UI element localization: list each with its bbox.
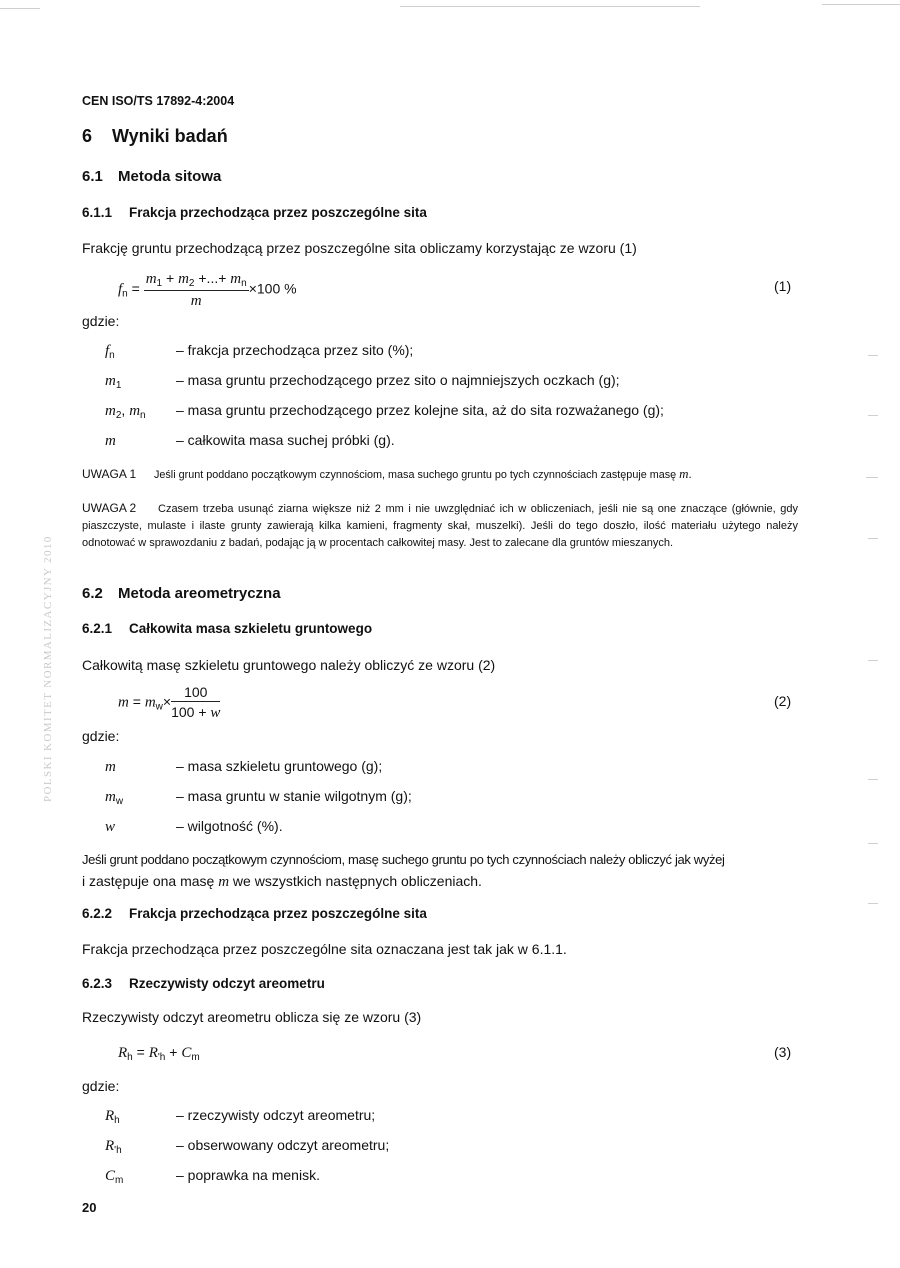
note-label: UWAGA 2 — [82, 501, 137, 515]
definition-text: – masa gruntu w stanie wilgotnym (g); — [176, 788, 412, 804]
definition-text: – całkowita masa suchej próbki (g). — [176, 432, 395, 448]
definition-symbol — [105, 402, 146, 421]
clause-title: Frakcja przechodząca przez poszczególne sita — [129, 906, 427, 921]
fraction-denominator-number: 100 + — [171, 704, 211, 720]
note-end: . — [688, 469, 692, 481]
formula-subscript: 2 — [188, 278, 195, 289]
definition-symbol — [105, 758, 116, 776]
formula-symbol: R — [105, 1138, 115, 1154]
clause-number: 6.1.1 — [82, 205, 113, 220]
formula-2 — [118, 684, 220, 722]
where-label: gdzie: — [82, 728, 120, 744]
formula-fraction — [144, 270, 249, 310]
formula-operator: = — [128, 693, 145, 710]
formula-subscript: 'h — [114, 1145, 122, 1156]
formula-symbol: C — [181, 1045, 192, 1061]
formula-subscript: 1 — [115, 380, 122, 391]
formula-subscript: 'h — [157, 1052, 166, 1063]
paragraph: Frakcja przechodząca przez poszczególne sita oznaczana jest tak jak w 6.1.1. — [82, 941, 567, 957]
formula-subscript: h — [114, 1115, 120, 1126]
formula-symbol: m — [218, 874, 230, 890]
fraction-denominator — [171, 702, 220, 722]
section-number: 6 — [82, 126, 93, 146]
fraction-numerator: 100 — [171, 684, 220, 702]
formula-label: (1) — [774, 278, 792, 294]
formula-symbol: m — [230, 271, 242, 287]
definition-symbol — [105, 342, 115, 361]
clause-number: 6.2.2 — [82, 906, 113, 921]
formula-subscript: m — [191, 1052, 200, 1063]
formula-subscript: w — [155, 701, 163, 713]
scan-artifact — [866, 477, 878, 478]
scan-artifact — [868, 415, 878, 416]
formula-1 — [118, 270, 297, 310]
formula-subscript: 1 — [156, 278, 163, 289]
note-label: UWAGA 1 — [82, 467, 137, 481]
formula-symbol: m — [178, 271, 189, 287]
formula-symbol: C — [105, 1168, 116, 1184]
definition-symbol — [105, 372, 121, 391]
formula-symbol: R — [118, 1045, 128, 1061]
clause-heading — [82, 621, 372, 636]
scan-artifact — [868, 903, 878, 904]
formula-symbol: f — [118, 281, 123, 298]
paragraph: Frakcję gruntu przechodzącą przez poszczególne sita obliczamy korzystając ze wzoru (1) — [82, 240, 637, 256]
formula-3 — [118, 1044, 200, 1063]
paragraph-text: i zastępuje ona masę — [82, 873, 219, 889]
section-heading — [82, 126, 228, 147]
formula-label: (2) — [774, 693, 792, 709]
definition-symbol — [105, 788, 123, 807]
note-text: Czasem trzeba usunąć ziarna większe niż 2 mm i nie uwzględniać ich w obliczeniach, jeśli nie są one znaczące (głównie, gdy piaszczyste, mulaste i ilaste grunty zawierają kilka kamieni, fragmenty skał, muszelki). Jeśli do tego doszło, ilość materiału użytego należy odnotować w sprawozdaniu z badań, podając ją w procentach całkowitej masy. Jest to zalecane dla gruntów mieszanych. — [82, 503, 798, 549]
paragraph: Jeśli grunt poddano początkowym czynnościom, masę suchego gruntu po tych czynnościach należy obliczyć jak wyżej — [82, 852, 725, 867]
formula-operator: = — [132, 1044, 149, 1060]
subsection-heading — [82, 168, 221, 185]
scan-artifact — [868, 355, 878, 356]
scan-artifact — [868, 538, 878, 539]
clause-heading — [82, 205, 427, 220]
formula-operator: + — [162, 270, 179, 286]
definition-text: – rzeczywisty odczyt areometru; — [176, 1107, 376, 1123]
formula-symbol: m — [679, 466, 689, 481]
definition-text: – poprawka na menisk. — [176, 1167, 320, 1183]
formula-symbol: R — [105, 1108, 115, 1124]
formula-subscript: n — [122, 288, 128, 300]
scan-artifact — [400, 6, 700, 7]
definition-symbol — [105, 432, 116, 450]
note-1 — [82, 465, 812, 484]
formula-subscript: w — [115, 796, 124, 807]
page-number: 20 — [82, 1200, 97, 1215]
scan-artifact — [868, 660, 878, 661]
clause-title: Frakcja przechodząca przez poszczególne sita — [129, 205, 427, 220]
formula-symbol: R — [148, 1045, 158, 1061]
clause-number: 6.2.1 — [82, 621, 113, 636]
formula-operator: = — [131, 280, 140, 297]
formula-symbol: w — [105, 819, 116, 835]
subsection-number: 6.1 — [82, 168, 103, 185]
clause-number: 6.2.3 — [82, 976, 113, 991]
formula-symbol: m — [105, 373, 116, 389]
paragraph-text: we wszystkich następnych obliczeniach. — [229, 873, 482, 889]
formula-label: (3) — [774, 1044, 792, 1060]
scan-artifact — [822, 4, 900, 5]
definition-text: – wilgotność (%). — [176, 818, 283, 834]
formula-symbol: m — [105, 789, 116, 805]
scan-artifact — [0, 8, 40, 9]
paragraph: Rzeczywisty odczyt areometru oblicza się ze wzoru (3) — [82, 1009, 422, 1025]
formula-operator: +...+ — [194, 270, 231, 286]
definition-text: – frakcja przechodząca przez sito (%); — [176, 342, 414, 358]
formula-subscript: 2 — [115, 410, 122, 421]
definition-symbol — [105, 1167, 123, 1186]
clause-title: Całkowita masa szkieletu gruntowego — [129, 621, 373, 636]
formula-subscript: n — [109, 350, 115, 361]
definition-text: – masa szkieletu gruntowego (g); — [176, 758, 383, 774]
subsection-title: Metoda areometryczna — [118, 585, 281, 602]
where-label: gdzie: — [82, 1078, 120, 1094]
formula-symbol: m — [145, 271, 157, 287]
formula-symbol: m — [118, 694, 129, 711]
formula-subscript: n — [241, 278, 247, 289]
where-label: gdzie: — [82, 313, 120, 329]
formula-symbol: w — [210, 705, 221, 721]
definition-text: – masa gruntu przechodzącego przez sito o najmniejszych oczkach (g); — [176, 372, 620, 388]
definition-text: – masa gruntu przechodzącego przez kolejne sita, aż do sita rozważanego (g); — [176, 402, 664, 418]
formula-symbol: m — [144, 694, 156, 711]
formula-symbol: m — [105, 433, 116, 449]
scan-artifact — [868, 779, 878, 780]
definition-symbol — [105, 818, 115, 836]
section-title: Wyniki badań — [112, 126, 228, 146]
paragraph — [82, 873, 482, 891]
document-header: CEN ISO/TS 17892-4:2004 — [82, 94, 235, 108]
clause-heading — [82, 906, 427, 921]
formula-subscript: m — [115, 1175, 124, 1186]
formula-symbol: m — [105, 403, 116, 419]
formula-tail: ×100 % — [248, 280, 297, 297]
subsection-number: 6.2 — [82, 585, 103, 602]
formula-operator: + — [165, 1044, 182, 1060]
formula-subscript: h — [127, 1052, 133, 1063]
definition-symbol — [105, 1137, 122, 1156]
fraction-denominator: m — [190, 293, 202, 309]
note-text: Jeśli grunt poddano początkowym czynnościom, masa suchego gruntu po tych czynnościach zastępuje masę — [154, 469, 680, 481]
note-2 — [82, 500, 798, 552]
formula-subscript: n — [140, 410, 146, 421]
symbol-separator: , — [121, 402, 130, 418]
fraction-numerator — [144, 270, 249, 291]
paragraph: Całkowitą masę szkieletu gruntowego należy obliczyć ze wzoru (2) — [82, 657, 496, 673]
definition-symbol — [105, 1107, 120, 1126]
clause-title: Rzeczywisty odczyt areometru — [129, 976, 325, 991]
formula-symbol: m — [105, 759, 116, 775]
subsection-heading — [82, 585, 281, 602]
watermark — [28, 462, 54, 802]
formula-fraction — [171, 684, 220, 722]
scan-artifact — [868, 843, 878, 844]
subsection-title: Metoda sitowa — [118, 168, 222, 185]
formula-operator: × — [162, 693, 172, 710]
watermark-text: POLSKI KOMITET NORMALIZACYJNY 2010 — [42, 535, 54, 802]
formula-symbol: f — [105, 343, 110, 359]
clause-heading — [82, 976, 325, 991]
formula-symbol: m — [129, 403, 141, 419]
definition-text: – obserwowany odczyt areometru; — [176, 1137, 390, 1153]
